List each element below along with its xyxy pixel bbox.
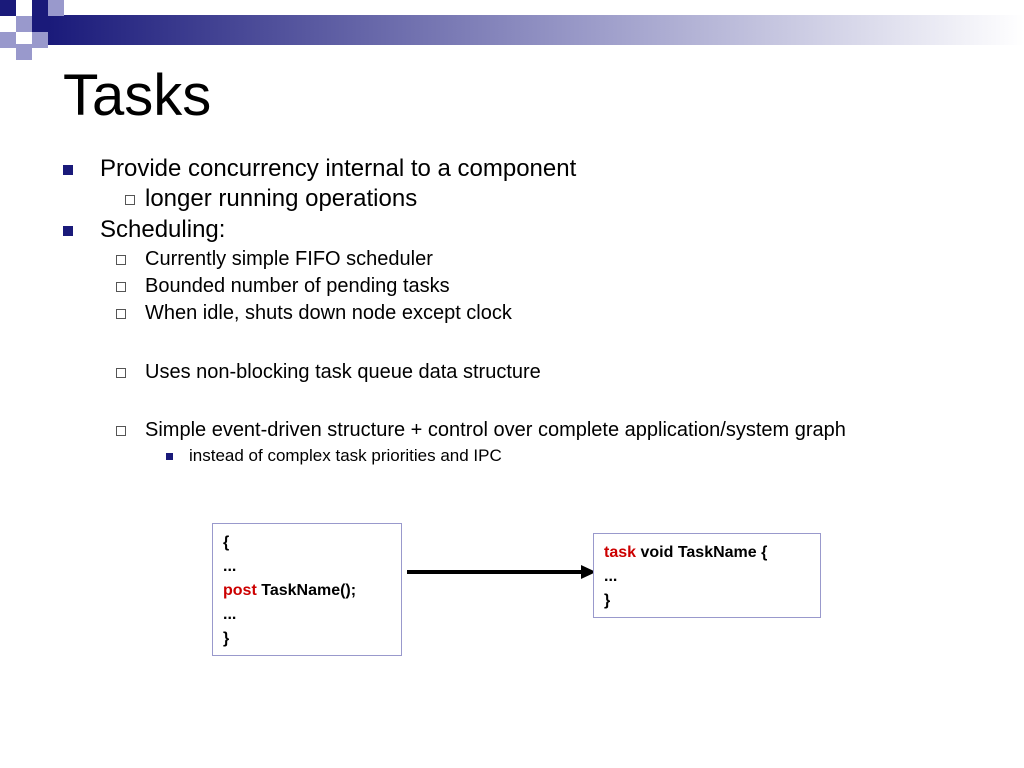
right-arrow-icon bbox=[405, 560, 597, 584]
code-line: ... bbox=[223, 606, 237, 623]
code-line: { bbox=[223, 534, 230, 551]
slide-title: Tasks bbox=[63, 63, 212, 128]
code-box-caller bbox=[212, 523, 402, 656]
bullet-item: longer running operations bbox=[145, 185, 418, 212]
hollow-square-icon bbox=[116, 255, 126, 265]
code-keyword: task bbox=[604, 544, 637, 561]
code-text: TaskName(); bbox=[256, 582, 357, 599]
code-text: void TaskName { bbox=[636, 544, 768, 561]
bullet-item: When idle, shuts down node except clock bbox=[145, 302, 512, 324]
code-box-task bbox=[593, 533, 821, 618]
hollow-square-icon bbox=[125, 195, 135, 205]
code-keyword: post bbox=[223, 582, 257, 599]
bullet-item: Currently simple FIFO scheduler bbox=[145, 248, 433, 270]
bullet-item: Uses non-blocking task queue data structure bbox=[145, 361, 541, 383]
code-line bbox=[223, 579, 391, 603]
bullet-square-icon bbox=[63, 226, 73, 236]
code-line: } bbox=[604, 592, 611, 609]
hollow-square-icon bbox=[116, 309, 126, 319]
bullet-item: Simple event-driven structure + control over complete application/system graph bbox=[145, 419, 846, 441]
hollow-square-icon bbox=[116, 426, 126, 436]
bullet-square-icon bbox=[63, 165, 73, 175]
code-line bbox=[604, 541, 810, 565]
code-line: ... bbox=[604, 568, 618, 585]
code-line: ... bbox=[223, 558, 237, 575]
bullet-item: instead of complex task priorities and IPC bbox=[189, 446, 502, 465]
code-line: } bbox=[223, 630, 230, 647]
bullet-item: Scheduling: bbox=[100, 216, 226, 243]
hollow-square-icon bbox=[116, 282, 126, 292]
small-square-icon bbox=[166, 453, 173, 460]
bullet-item: Bounded number of pending tasks bbox=[145, 275, 450, 297]
hollow-square-icon bbox=[116, 368, 126, 378]
bullet-item: Provide concurrency internal to a component bbox=[100, 155, 577, 182]
